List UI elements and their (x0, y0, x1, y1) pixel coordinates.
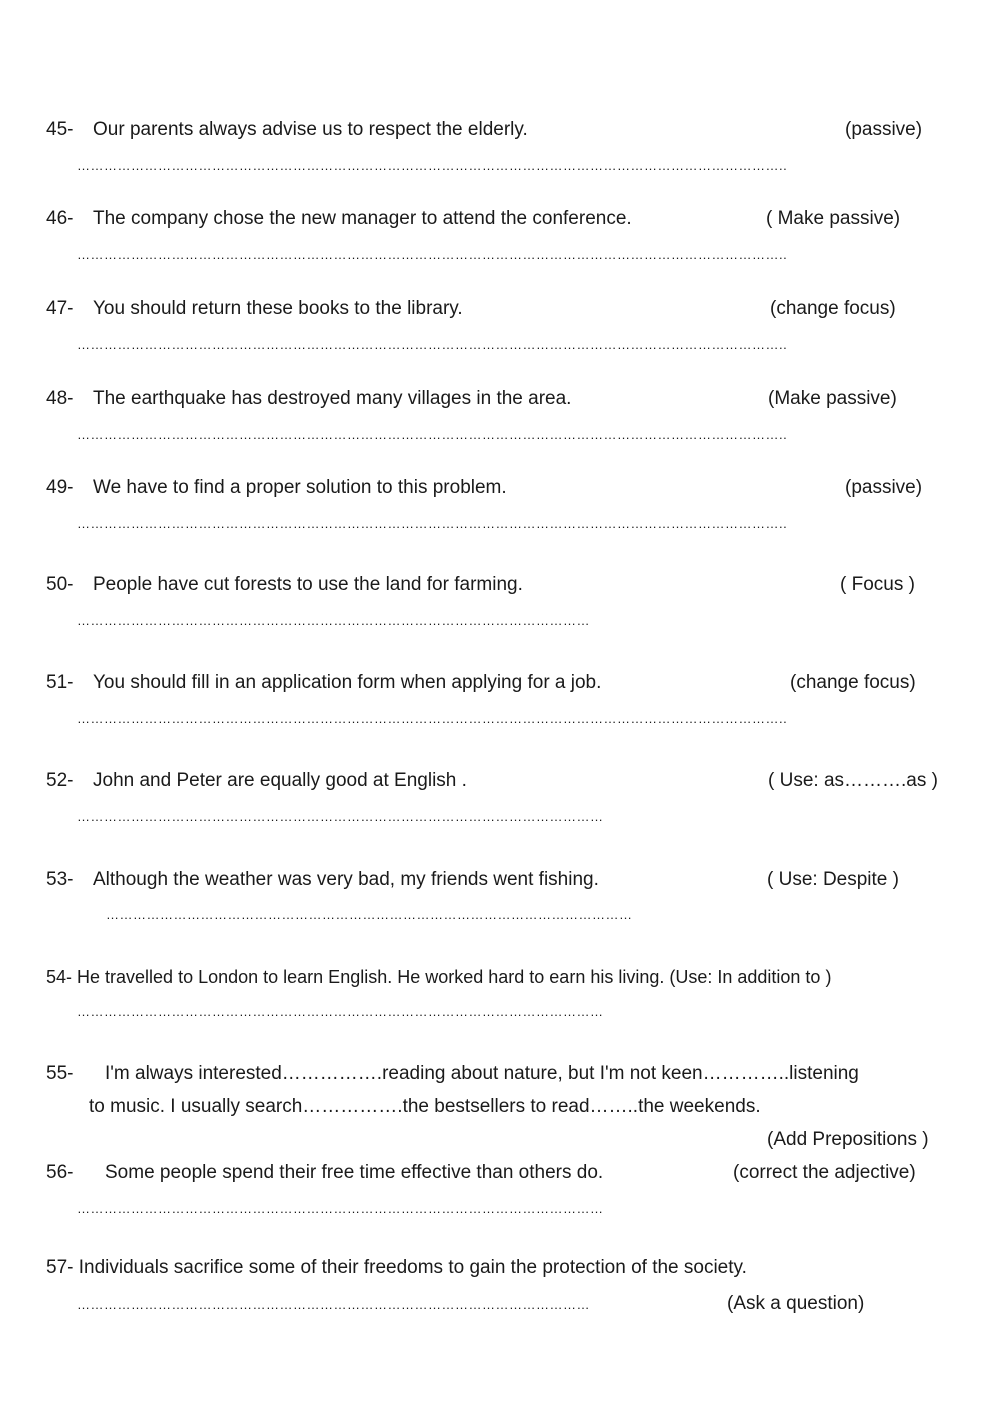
question-text: You should fill in an application form when applying for a job. (93, 672, 602, 693)
question-number: 50- (46, 574, 74, 595)
question-number: 49- (46, 477, 74, 498)
question-text: Some people spend their free time effective than others do. (105, 1162, 604, 1183)
question-number: 51- (46, 672, 74, 693)
question-text: 57- Individuals sacrifice some of their freedoms to gain the protection of the society. (46, 1257, 747, 1278)
question-number: 53- (46, 869, 74, 890)
question-number: 45- (46, 119, 74, 140)
question-number: 52- (46, 770, 74, 791)
question-text: The earthquake has destroyed many villages in the area. (93, 388, 572, 409)
question-number: 55- (46, 1063, 74, 1084)
question-instruction: (passive) (845, 477, 923, 498)
question-instruction: (Ask a question) (727, 1293, 865, 1314)
question-number: 56- (46, 1162, 74, 1183)
answer-line[interactable]: ………………………………………………………………………………………………………………………………………….. (77, 337, 788, 352)
question-instruction: ( Focus ) (840, 574, 915, 595)
answer-line[interactable]: ………………………………………………………………………………………………………………………………………….. (77, 247, 788, 262)
question-text: Our parents always advise us to respect the elderly. (93, 119, 528, 140)
answer-line[interactable]: ……………………………………………………………………………………………………… (106, 907, 633, 922)
question-instruction: ( Make passive) (766, 208, 901, 229)
question-number: 47- (46, 298, 74, 319)
answer-line[interactable]: ………………………………………………………………………………………………………………………………………….. (77, 711, 788, 726)
question-text-line-2: to music. I usually search…………….the bestsellers to read……..the weekends. (89, 1096, 761, 1117)
question-text: The company chose the new manager to attend the conference. (93, 208, 632, 229)
question-instruction: ( Use: Despite ) (767, 869, 899, 890)
question-instruction: (Add Prepositions ) (767, 1129, 929, 1150)
question-text: We have to find a proper solution to this problem. (93, 477, 507, 498)
question-text-line-1: I'm always interested…………….reading about nature, but I'm not keen…………..listening (105, 1063, 859, 1084)
question-text: You should return these books to the library. (93, 298, 463, 319)
question-instruction: (Make passive) (768, 388, 897, 409)
question-instruction: (correct the adjective) (733, 1162, 916, 1183)
question-text: 54- He travelled to London to learn English. He worked hard to earn his living. (Use: In addition to ) (46, 967, 832, 987)
answer-line[interactable]: ……………………………………………………………………………………………………… (77, 1201, 604, 1216)
answer-line[interactable]: ………………………………………………………………………………………………………………………………………….. (77, 427, 788, 442)
question-text: Although the weather was very bad, my friends went fishing. (93, 869, 599, 890)
question-instruction: (change focus) (770, 298, 896, 319)
question-instruction: ( Use: as……….as ) (768, 770, 938, 791)
question-number: 48- (46, 388, 74, 409)
question-instruction: (change focus) (790, 672, 916, 693)
question-text: John and Peter are equally good at English . (93, 770, 467, 791)
answer-line[interactable]: …………………………………………………………………………………………………… (77, 1297, 590, 1312)
answer-line[interactable]: ……………………………………………………………………………………………………… (77, 809, 604, 824)
answer-line[interactable]: …………………………………………………………………………………………………… (77, 613, 590, 628)
answer-line[interactable]: ……………………………………………………………………………………………………… (77, 1004, 604, 1019)
question-instruction: (passive) (845, 119, 923, 140)
answer-line[interactable]: ………………………………………………………………………………………………………………………………………….. (77, 516, 788, 531)
question-text: People have cut forests to use the land for farming. (93, 574, 523, 595)
question-number: 46- (46, 208, 74, 229)
answer-line[interactable]: ………………………………………………………………………………………………………………………………………….. (77, 158, 788, 173)
